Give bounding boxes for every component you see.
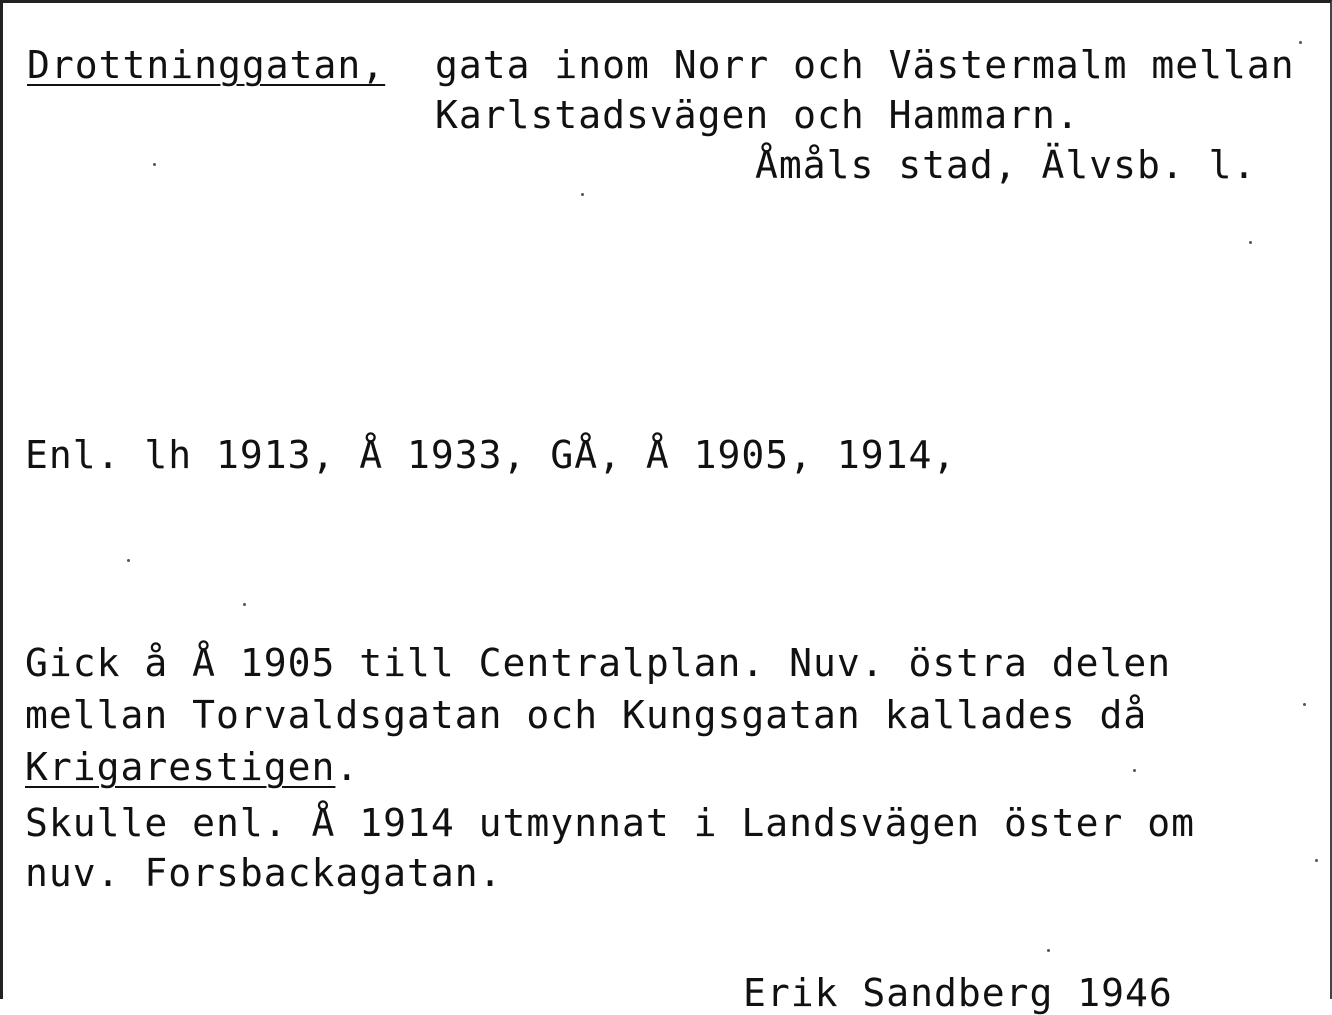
street-name: Drottninggatan,: [27, 43, 386, 87]
note-line-2: mellan Torvaldsgatan och Kungsgatan kallades då: [25, 693, 1148, 737]
speck: [1047, 949, 1050, 952]
note-line-3: [25, 747, 359, 787]
speck: [1133, 769, 1136, 772]
note-line-1: Gick å Å 1905 till Centralplan. Nuv. östra delen: [25, 641, 1172, 685]
speck: [153, 163, 156, 166]
note-line-4: Skulle enl. Å 1914 utmynnat i Landsvägen öster om: [25, 801, 1196, 845]
description-line-2: Karlstadsvägen och Hammarn.: [435, 93, 1080, 137]
signature: Erik Sandberg 1946: [743, 971, 1173, 1015]
description-line-1: gata inom Norr och Västermalm mellan: [435, 43, 1295, 87]
speck: [1315, 859, 1318, 862]
speck: [1303, 703, 1306, 706]
note-line-3-tail: .: [335, 745, 360, 789]
note-line-5: nuv. Forsbackagatan.: [25, 851, 503, 895]
speck: [127, 559, 130, 562]
sources: Enl. lh 1913, Å 1933, GÅ, Å 1905, 1914,: [25, 433, 957, 477]
krigarestigen-underlined: Krigarestigen: [25, 745, 336, 789]
speck: [581, 193, 584, 196]
location: Åmåls stad, Älvsb. l.: [755, 143, 1257, 187]
speck: [243, 603, 246, 606]
speck: [1249, 241, 1252, 244]
speck: [1299, 41, 1302, 44]
